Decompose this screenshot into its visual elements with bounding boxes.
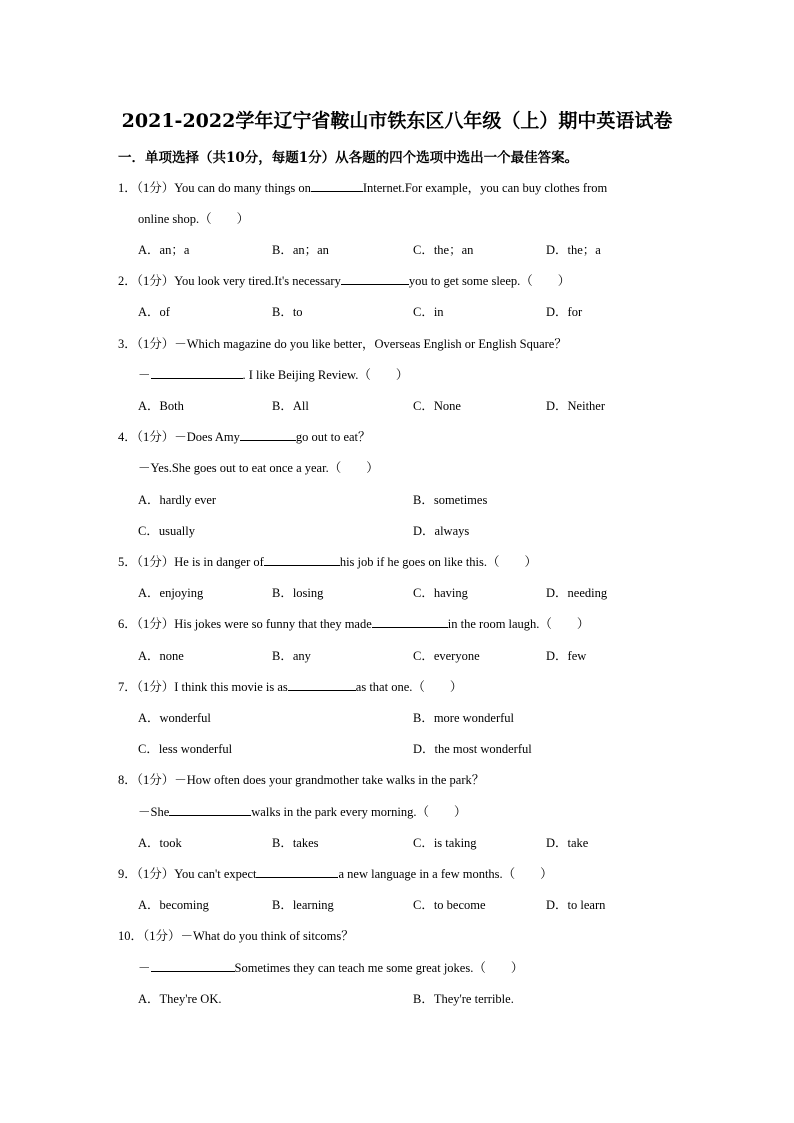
option-d: D．Neither	[546, 399, 606, 413]
option-b: B．sometimes	[413, 493, 488, 507]
question-7-stem: 7．（1分）I think this movie is as	[118, 680, 288, 694]
option-c: C．less wonderful	[138, 742, 233, 756]
question-3: 3．（1分）－Which magazine do you like better，Overseas English or English Square？	[118, 337, 567, 351]
section-heading: 一．单项选择（共10分，每题1分）从各题的四个选项中选出一个最佳答案。	[118, 150, 579, 166]
dash: －She	[138, 805, 170, 819]
question-4-stem-end: go out to eat？	[295, 430, 371, 444]
question-5-stem-end: his job if he goes on like this.（ ）	[339, 555, 538, 569]
option-a: A．Both	[138, 399, 184, 413]
question-3-line2	[138, 365, 408, 383]
question-8-line2	[138, 802, 467, 820]
answer-blank	[372, 614, 448, 628]
answer-blank	[311, 178, 363, 192]
option-c: C．None	[413, 399, 461, 413]
question-6-stem: 6．（1分）His jokes were so funny that they made	[118, 617, 372, 631]
question-8-line2-end: walks in the park every morning.（ ）	[251, 805, 467, 819]
answer-blank	[240, 427, 296, 441]
option-a: A．of	[138, 305, 170, 319]
option-c: C．having	[413, 586, 468, 600]
dash: －	[138, 368, 151, 382]
question-2-stem-end: you to get some sleep.（ ）	[408, 274, 571, 288]
option-c: C．everyone	[413, 649, 480, 663]
answer-blank	[341, 271, 409, 285]
option-a: A．becoming	[138, 898, 209, 912]
question-1-stem-end: Internet.For example，you can buy clothes from	[362, 181, 608, 195]
option-d: D．the most wonderful	[413, 742, 532, 756]
question-9	[118, 864, 553, 882]
option-b: B．learning	[272, 898, 334, 912]
option-d: D．to learn	[546, 898, 606, 912]
answer-blank	[169, 802, 251, 816]
option-d: D．few	[546, 649, 587, 663]
question-4	[118, 427, 371, 445]
option-c: C．to become	[413, 898, 486, 912]
question-7	[118, 677, 462, 695]
question-9-stem-end: a new language in a few months.（ ）	[338, 867, 553, 881]
option-a: A．an；a	[138, 243, 190, 257]
option-d: D．the；a	[546, 243, 601, 257]
question-10: 10．（1分）－What do you think of sitcoms？	[118, 929, 354, 943]
page-title: 2021-2022学年辽宁省鞍山市铁东区八年级（上）期中英语试卷	[121, 110, 673, 132]
question-2-stem: 2．（1分）You look very tired.It's necessary	[118, 274, 341, 288]
option-b: B．They're terrible.	[413, 992, 514, 1006]
question-4-line2: －Yes.She goes out to eat once a year.（ ）	[138, 461, 379, 475]
question-3-line2-end: . I like Beijing Review.（ ）	[242, 368, 409, 382]
question-5	[118, 552, 537, 570]
option-c: C．the；an	[413, 243, 474, 257]
question-7-stem-end: as that one.（ ）	[355, 680, 463, 694]
option-b: B．losing	[272, 586, 324, 600]
option-a: A．none	[138, 649, 184, 663]
answer-blank	[264, 552, 340, 566]
option-d: D．needing	[546, 586, 608, 600]
question-1-stem: 1．（1分）You can do many things on	[118, 181, 311, 195]
option-c: C．in	[413, 305, 444, 319]
option-a: A．They're OK.	[138, 992, 222, 1006]
option-b: B．an；an	[272, 243, 329, 257]
answer-blank	[151, 365, 243, 379]
option-b: B．any	[272, 649, 311, 663]
question-4-stem: 4．（1分）－Does Amy	[118, 430, 240, 444]
question-8: 8．（1分）－How often does your grandmother take walks in the park？	[118, 773, 485, 787]
question-1-line2: online shop.（ ）	[138, 212, 250, 226]
option-a: A．enjoying	[138, 586, 204, 600]
option-a: A．hardly ever	[138, 493, 217, 507]
option-d: D．for	[546, 305, 583, 319]
question-6-stem-end: in the room laugh.（ ）	[447, 617, 590, 631]
option-b: B．All	[272, 399, 309, 413]
option-a: A．wonderful	[138, 711, 211, 725]
question-9-stem: 9．（1分）You can't expect	[118, 867, 257, 881]
question-1	[118, 178, 607, 196]
option-b: B．takes	[272, 836, 319, 850]
option-a: A．took	[138, 836, 182, 850]
question-10-line2-end: Sometimes they can teach me some great jokes.（ ）	[234, 961, 524, 975]
option-b: B．to	[272, 305, 303, 319]
option-b: B．more wonderful	[413, 711, 515, 725]
answer-blank	[288, 677, 356, 691]
answer-blank	[151, 958, 235, 972]
question-5-stem: 5．（1分）He is in danger of	[118, 555, 264, 569]
question-2	[118, 271, 570, 289]
question-10-line2	[138, 958, 523, 976]
question-6	[118, 614, 589, 632]
option-c: C．is taking	[413, 836, 477, 850]
dash: －	[138, 961, 151, 975]
answer-blank	[256, 864, 338, 878]
option-d: D．take	[546, 836, 589, 850]
option-c: C．usually	[138, 524, 195, 538]
option-d: D．always	[413, 524, 470, 538]
